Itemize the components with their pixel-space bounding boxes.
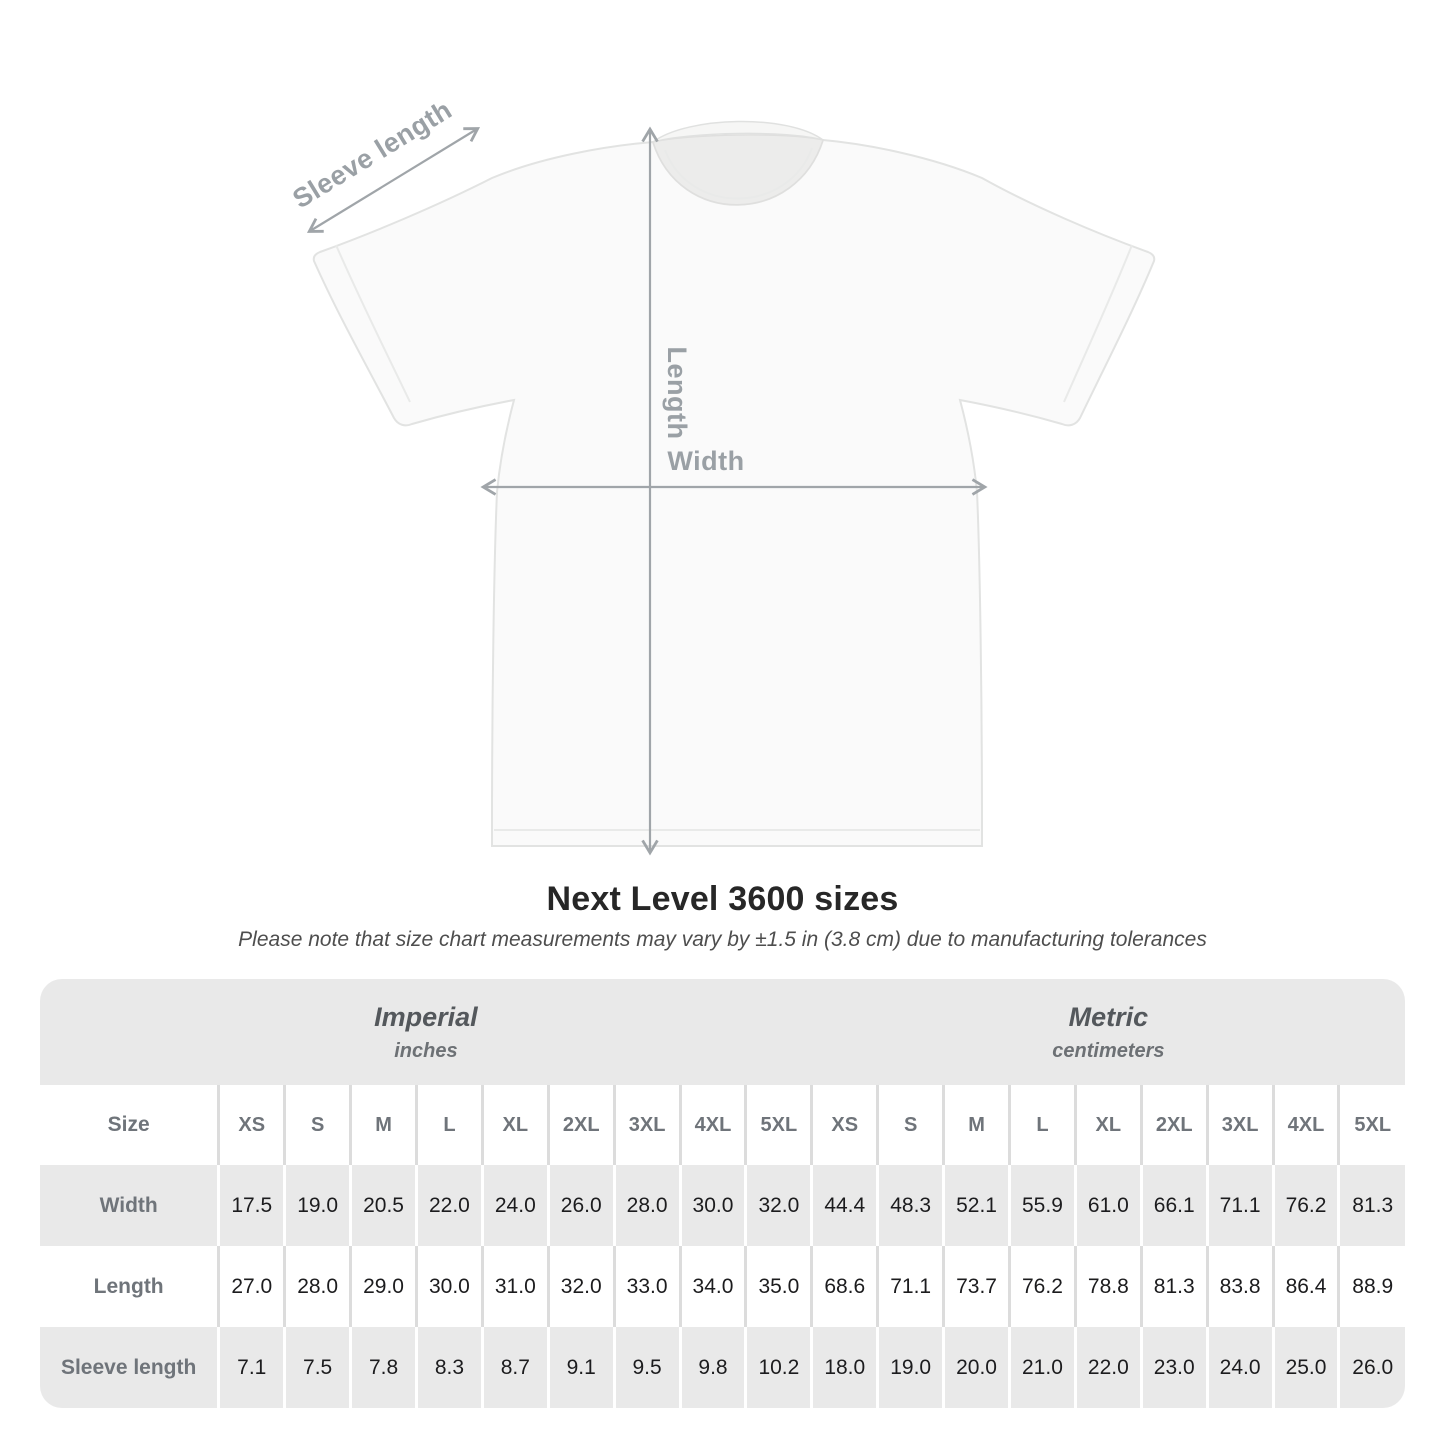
measurement-cell: 20.0	[944, 1327, 1010, 1408]
imperial-label: Imperial	[374, 1001, 478, 1032]
imperial-unit-label: inches	[394, 1039, 458, 1062]
measurement-cell: 76.2	[1010, 1246, 1076, 1327]
size-col-header-metric-xl: XL	[1075, 1085, 1141, 1165]
measurement-cell: 29.0	[351, 1246, 417, 1327]
size-col-header-imperial-l: L	[416, 1085, 482, 1165]
measurement-cell: 20.5	[351, 1165, 417, 1246]
measurement-cell: 18.0	[812, 1327, 878, 1408]
sleeve-length-label: Sleeve length	[287, 94, 458, 215]
unit-system-header-row	[40, 979, 1405, 1085]
measurement-cell: 8.3	[416, 1327, 482, 1408]
measurement-cell: 19.0	[285, 1165, 351, 1246]
measurement-row-width	[40, 1165, 1405, 1246]
measurement-cell: 32.0	[548, 1246, 614, 1327]
metric-header	[812, 979, 1405, 1085]
size-col-header-imperial-4xl: 4XL	[680, 1085, 746, 1165]
measurement-cell: 78.8	[1075, 1246, 1141, 1327]
measurement-cell: 30.0	[416, 1246, 482, 1327]
measurement-cell: 7.1	[219, 1327, 285, 1408]
measurement-cell: 61.0	[1075, 1165, 1141, 1246]
measurement-cell: 86.4	[1273, 1246, 1339, 1327]
measurement-cell: 9.5	[614, 1327, 680, 1408]
measurement-row-sleeve-length	[40, 1327, 1405, 1408]
measurement-cell: 22.0	[416, 1165, 482, 1246]
row-label: Length	[93, 1274, 164, 1298]
size-col-header-metric-2xl: 2XL	[1141, 1085, 1207, 1165]
imperial-header	[40, 979, 812, 1085]
measurement-cell: 81.3	[1339, 1165, 1405, 1246]
measurement-cell: 26.0	[548, 1165, 614, 1246]
measurement-cell: 81.3	[1141, 1246, 1207, 1327]
size-col-header-imperial-2xl: 2XL	[548, 1085, 614, 1165]
size-col-header-metric-xs: XS	[812, 1085, 878, 1165]
size-table	[40, 979, 1405, 1408]
measurement-cell: 35.0	[746, 1246, 812, 1327]
measurement-cell: 52.1	[944, 1165, 1010, 1246]
measurement-cell: 68.6	[812, 1246, 878, 1327]
metric-unit-label: centimeters	[1052, 1039, 1165, 1062]
size-col-header-imperial-s: S	[285, 1085, 351, 1165]
tolerance-note: Please note that size chart measurements may vary by ±1.5 in (3.8 cm) due to manufacturing tolerances	[238, 928, 1207, 951]
row-label: Sleeve length	[40, 1327, 219, 1408]
measurement-cell: 25.0	[1273, 1327, 1339, 1408]
measurement-cell: 7.5	[285, 1327, 351, 1408]
measurement-row-length	[40, 1246, 1405, 1327]
page-title: Next Level 3600 sizes	[546, 880, 899, 918]
size-col-header-imperial-5xl: 5XL	[746, 1085, 812, 1165]
measurement-cell: 8.7	[482, 1327, 548, 1408]
size-col-header-imperial-xl: XL	[482, 1085, 548, 1165]
metric-label: Metric	[1068, 1001, 1149, 1032]
sizes-header-row	[40, 1085, 1405, 1165]
tshirt-body	[314, 140, 1155, 846]
measurement-cell: 66.1	[1141, 1165, 1207, 1246]
measurement-cell: 27.0	[219, 1246, 285, 1327]
size-col-header-imperial-3xl: 3XL	[614, 1085, 680, 1165]
measurement-cell: 9.1	[548, 1327, 614, 1408]
size-header: Size	[40, 1085, 219, 1165]
measurement-cell: 7.8	[351, 1327, 417, 1408]
measurement-cell: 28.0	[285, 1246, 351, 1327]
size-col-header-metric-3xl: 3XL	[1207, 1085, 1273, 1165]
measurement-cell: 28.0	[614, 1165, 680, 1246]
size-col-header-metric-l: L	[1010, 1085, 1076, 1165]
size-col-header-imperial-m: M	[351, 1085, 417, 1165]
measurement-cell: 71.1	[1207, 1165, 1273, 1246]
row-label: Width	[40, 1165, 219, 1246]
measurement-cell: 83.8	[1207, 1246, 1273, 1327]
measurement-cell: 24.0	[1207, 1327, 1273, 1408]
measurement-cell: 17.5	[219, 1165, 285, 1246]
size-col-header-metric-4xl: 4XL	[1273, 1085, 1339, 1165]
measurement-cell: 31.0	[482, 1246, 548, 1327]
size-chart-table	[40, 979, 1405, 1408]
size-col-header-imperial-xs: XS	[219, 1085, 285, 1165]
measurement-cell: 10.2	[746, 1327, 812, 1408]
measurement-cell: 88.9	[1339, 1246, 1405, 1327]
width-label: Width	[667, 446, 745, 476]
measurement-cell: 48.3	[878, 1165, 944, 1246]
measurement-cell: 30.0	[680, 1165, 746, 1246]
measurement-cell: 26.0	[1339, 1327, 1405, 1408]
length-label: Length	[662, 346, 692, 440]
measurement-cell: 32.0	[746, 1165, 812, 1246]
measurement-cell: 33.0	[614, 1246, 680, 1327]
measurement-cell: 24.0	[482, 1165, 548, 1246]
measurement-cell: 23.0	[1141, 1327, 1207, 1408]
measurement-cell: 19.0	[878, 1327, 944, 1408]
measurement-cell: 44.4	[812, 1165, 878, 1246]
measurement-cell: 76.2	[1273, 1165, 1339, 1246]
measurement-cell: 34.0	[680, 1246, 746, 1327]
tshirt-graphic	[314, 121, 1155, 846]
measurement-cell: 73.7	[944, 1246, 1010, 1327]
measurement-cell: 21.0	[1010, 1327, 1076, 1408]
measurement-cell: 22.0	[1075, 1327, 1141, 1408]
size-col-header-metric-5xl: 5XL	[1339, 1085, 1405, 1165]
measurement-cell: 71.1	[878, 1246, 944, 1327]
size-col-header-metric-s: S	[878, 1085, 944, 1165]
size-col-header-metric-m: M	[944, 1085, 1010, 1165]
measurement-cell: 55.9	[1010, 1165, 1076, 1246]
measurement-cell: 9.8	[680, 1327, 746, 1408]
